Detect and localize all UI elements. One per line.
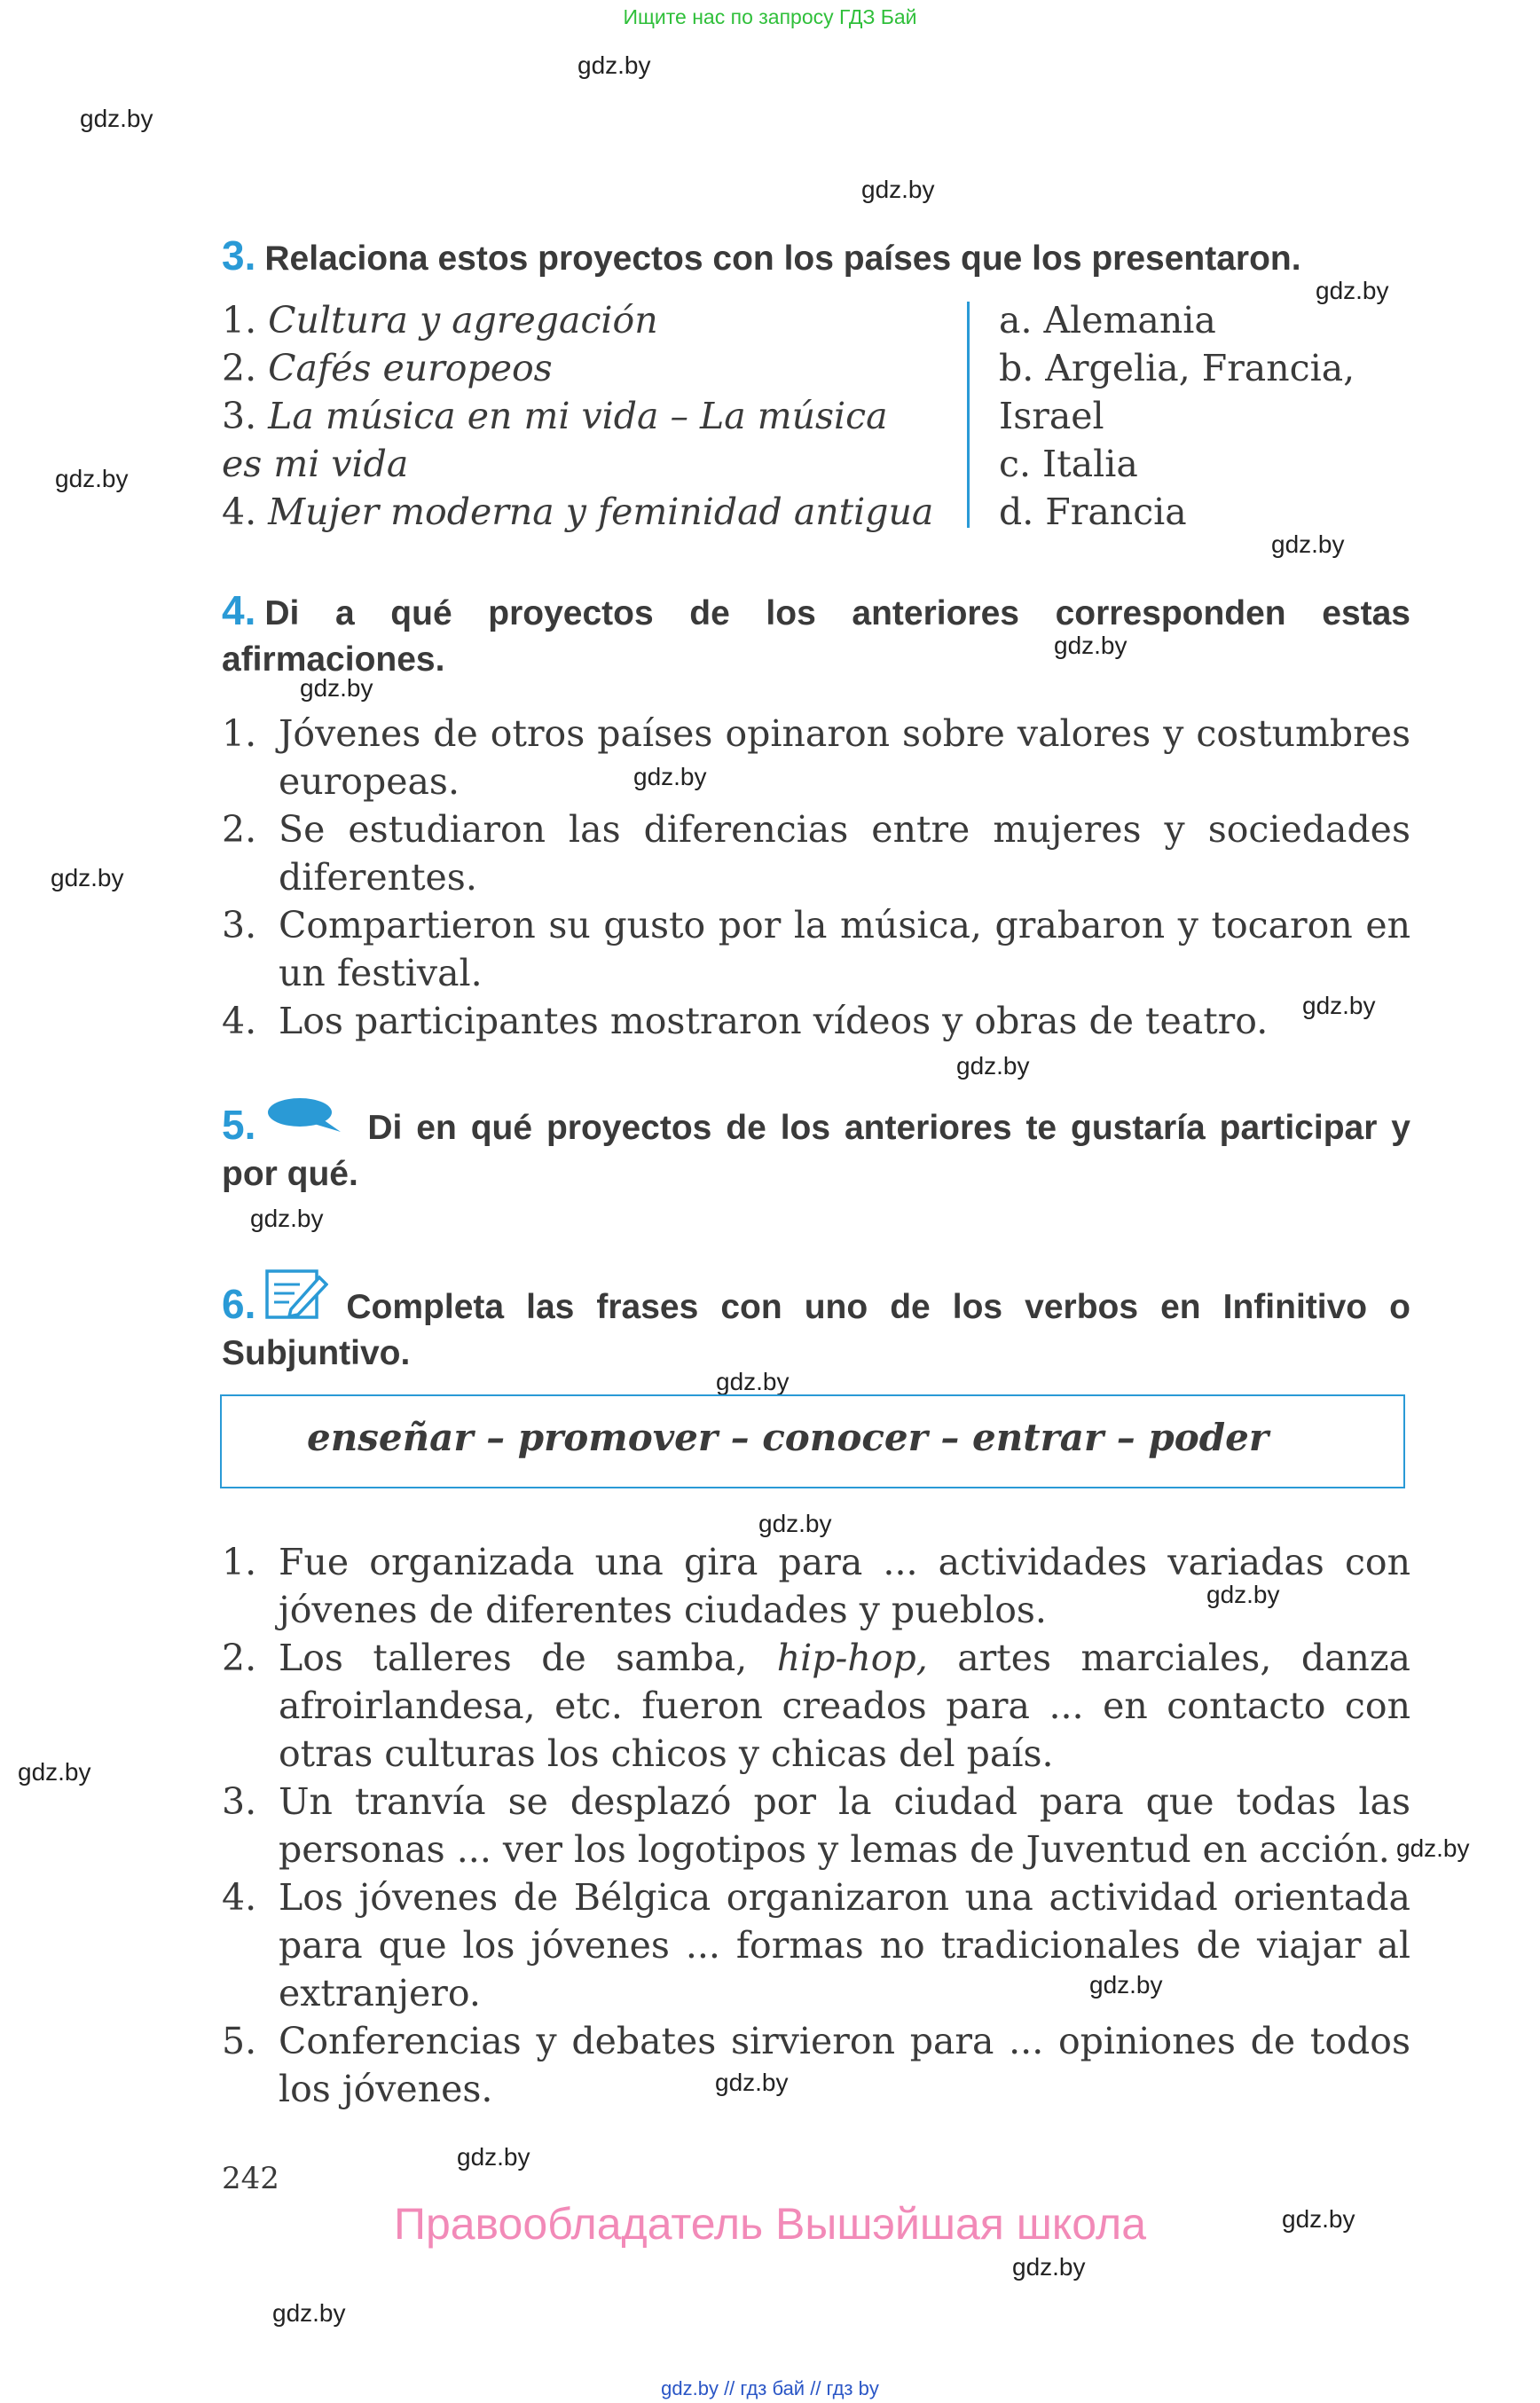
project-item: es mi vida xyxy=(222,443,409,485)
exercise-4-list xyxy=(222,710,1410,1045)
country-item: c. Italia xyxy=(999,443,1138,485)
exercise-3-title: Relaciona estos proyectos con los países que los presentaron. xyxy=(264,240,1301,278)
watermark: gdz.by xyxy=(457,2143,530,2171)
list-item: 3. Compartieron su gusto por la música, grabaron y tocaron en un festival. xyxy=(222,904,1410,994)
project-item: 4. Mujer moderna y feminidad antigua xyxy=(222,491,934,533)
watermark: gdz.by xyxy=(1316,277,1389,304)
exercise-4-title: Di a qué proyectos de los anteriores corresponden estas afirmaciones. xyxy=(222,594,1410,679)
project-item: 2. Cafés europeos xyxy=(222,347,553,389)
list-item: 3. Un tranvía se desplazó por la ciudad para que todas las personas ... ver los logotipos y lemas de Juventud en acción. xyxy=(222,1780,1410,1871)
exercise-5-title: Di en qué proyectos de los anteriores te gustaría participar y por qué. xyxy=(222,1109,1410,1193)
page-number: 242 xyxy=(222,2161,279,2196)
list-item: 1. Jóvenes de otros países opinaron sobre valores y costumbres europeas. xyxy=(222,712,1410,803)
exercise-5-number: 5. xyxy=(222,1102,256,1148)
watermark: gdz.by xyxy=(300,674,373,702)
country-item: a. Alemania xyxy=(999,299,1216,342)
list-item: 2. Los talleres de samba, hip-hop, artes marciales, danza afroirlandesa, etc. fueron creados para ... en contacto con otras culturas los chicos y chicas del país. xyxy=(222,1637,1410,1775)
watermark: gdz.by xyxy=(1206,1581,1280,1608)
watermark: gdz.by xyxy=(1054,632,1128,659)
speech-bubble-icon xyxy=(264,1096,350,1132)
exercise-3-number: 3. xyxy=(222,232,256,279)
exercise-4-number: 4. xyxy=(222,587,256,633)
top-banner[interactable]: Ищите нас по запросу ГДЗ Бай xyxy=(623,5,917,28)
watermark: gdz.by xyxy=(1271,530,1345,558)
watermark: gdz.by xyxy=(578,51,651,79)
list-item: 2. Se estudiaron las diferencias entre mujeres y sociedades diferentes. xyxy=(222,808,1410,899)
exercise-5-heading xyxy=(222,1096,1410,1198)
list-item: 4. Los jóvenes de Bélgica organizaron una actividad orientada para que los jóvenes ... formas no tradicionales de viajar al extranjero. xyxy=(222,1876,1410,2014)
country-item: Israel xyxy=(999,395,1104,437)
watermark: gdz.by xyxy=(55,465,129,492)
column-divider xyxy=(967,302,970,528)
watermark: gdz.by xyxy=(51,864,124,891)
watermark: gdz.by xyxy=(716,1368,790,1395)
watermark: gdz.by xyxy=(1089,1971,1163,1999)
country-item: b. Argelia, Francia, xyxy=(999,347,1355,389)
watermark: gdz.by xyxy=(758,1510,832,1537)
exercise-6-heading xyxy=(222,1268,1410,1377)
exercise-3-heading xyxy=(222,232,1410,282)
watermark: gdz.by xyxy=(1396,1834,1470,1862)
copyright-holder: Правообладатель Вышэйшая школа xyxy=(394,2199,1146,2249)
country-item: d. Francia xyxy=(999,491,1187,533)
word-bank-box xyxy=(220,1394,1405,1488)
watermark: gdz.by xyxy=(272,2299,346,2327)
list-item: 4. Los participantes mostraron vídeos y obras de teatro. xyxy=(222,1000,1269,1042)
footer-links[interactable]: gdz.by // гдз бай // гдз by xyxy=(661,2377,879,2399)
watermark: gdz.by xyxy=(250,1205,324,1232)
watermark: gdz.by xyxy=(1282,2205,1355,2233)
exercise-6-title: Completa las frases con uno de los verbos en Infinitivo o Subjuntivo. xyxy=(222,1288,1410,1372)
pencil-notepad-icon xyxy=(264,1268,328,1318)
exercise-6-number: 6. xyxy=(222,1281,256,1327)
exercise-6-list xyxy=(222,1538,1410,2113)
exercise-4-heading xyxy=(222,587,1410,683)
list-item: 1. Fue organizada una gira para ... actividades variadas con jóvenes de diferentes ciudades y pueblos. xyxy=(222,1541,1410,1631)
word-bank: enseñar – promover – conocer – entrar – poder xyxy=(307,1416,1269,1459)
list-item: 5. Conferencias y debates sirvieron para ... opiniones de todos los jóvenes. xyxy=(222,2020,1410,2110)
watermark: gdz.by xyxy=(633,763,707,790)
watermark: gdz.by xyxy=(861,176,935,203)
watermark: gdz.by xyxy=(715,2069,789,2096)
watermark: gdz.by xyxy=(956,1052,1030,1080)
watermark: gdz.by xyxy=(18,1758,91,1786)
project-item: 1. Cultura y agregación xyxy=(222,299,658,342)
watermark: gdz.by xyxy=(1012,2253,1086,2281)
project-item: 3. La música en mi vida – La música xyxy=(222,395,888,437)
watermark: gdz.by xyxy=(80,105,153,132)
watermark: gdz.by xyxy=(1302,992,1376,1019)
